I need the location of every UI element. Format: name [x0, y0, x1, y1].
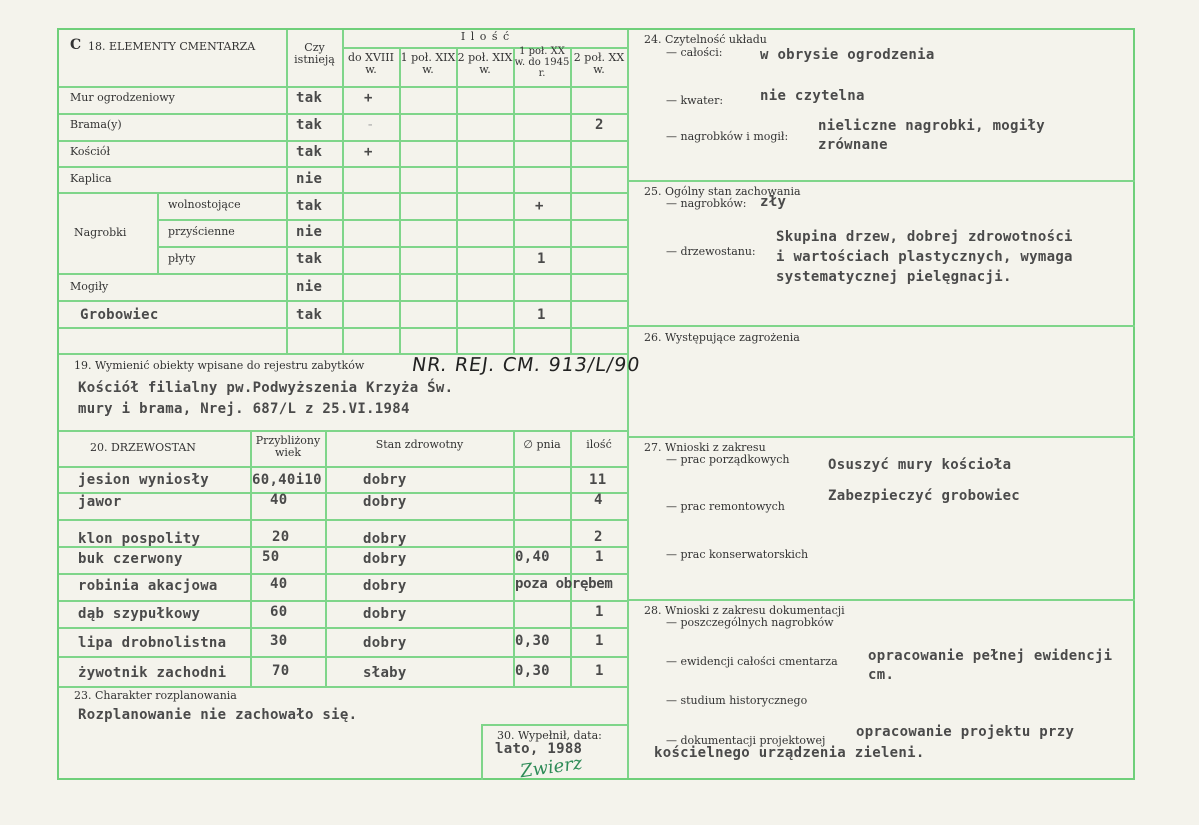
s25-drzewostanu-1: Skupina drzew, dobrej zdrowotności: [776, 229, 1073, 245]
section-24-title: 24. Czytelność układu: [644, 33, 767, 46]
col-ilosc-drzew: ilość: [586, 438, 612, 451]
row-grobowiec-count: 1: [537, 307, 546, 323]
col-stan: Stan zdrowotny: [375, 438, 464, 451]
tree-count: 1: [595, 604, 604, 620]
section-27-title: 27. Wnioski z zakresu: [644, 441, 766, 454]
row-mur-mark: +: [364, 90, 373, 106]
row-plyty-exists: tak: [296, 251, 323, 267]
row-kaplica-label: Kaplica: [70, 172, 112, 185]
row-mogily-exists: nie: [296, 279, 323, 295]
col-pnia: ∅ pnia: [523, 438, 561, 451]
section-23-title: 23. Charakter rozplanowania: [74, 689, 237, 702]
col-1pol-xx: 1 poł. XX w. do 1945 r.: [514, 46, 570, 79]
tree-name: buk czerwony: [78, 551, 183, 567]
tree-count: 1: [595, 549, 604, 565]
section-28-title: 28. Wnioski z zakresu dokumentacji: [644, 604, 845, 617]
tree-state: dobry: [363, 578, 407, 594]
s24-calosci-label: — całości:: [666, 46, 723, 59]
s24-kwater-value: nie czytelna: [760, 88, 865, 104]
row-grobowiec-exists: tak: [296, 307, 323, 323]
tree-count: 2: [594, 529, 603, 545]
row-brama-exists: tak: [296, 117, 323, 133]
row-wolnostojace-exists: tak: [296, 198, 323, 214]
s24-nagrobkow-label: — nagrobków i mogił:: [666, 130, 789, 143]
tree-trunk: 0,30: [515, 633, 550, 649]
s27-kons-label: — prac konserwatorskich: [666, 548, 809, 561]
tree-state: dobry: [363, 494, 407, 510]
tree-name: lipa drobnolistna: [78, 635, 227, 651]
s24-nagrobkow-value-2: zrównane: [818, 137, 888, 153]
tree-count: 11: [589, 472, 607, 488]
s24-nagrobkow-value-1: nieliczne nagrobki, mogiły: [818, 118, 1045, 134]
tree-state: dobry: [363, 551, 407, 567]
section-30-title: 30. Wypełnił, data:: [497, 729, 602, 742]
row-grobowiec-label: Grobowiec: [80, 307, 159, 323]
s27-rem-label: — prac remontowych: [666, 500, 785, 513]
row-kaplica-exists: nie: [296, 171, 323, 187]
tree-name: dąb szypułkowy: [78, 606, 201, 622]
tree-trunk: 0,30: [515, 663, 550, 679]
tree-name: robinia akacjowa: [78, 578, 218, 594]
tree-age: 40: [270, 576, 288, 592]
row-plyty-label: płyty: [168, 252, 196, 265]
s24-kwater-label: — kwater:: [666, 94, 724, 107]
row-plyty-count: 1: [537, 251, 546, 267]
tree-trunk: 0,40: [515, 549, 550, 565]
tree-count: 1: [595, 663, 604, 679]
s28-c-label: — studium historycznego: [666, 694, 808, 707]
s24-calosci-value: w obrysie ogrodzenia: [760, 47, 935, 63]
row-brama-label: Brama(y): [70, 118, 122, 131]
s25-drzewostanu-3: systematycznej pielęgnacji.: [776, 269, 1012, 285]
s28-d-value-2: kościelnego urządzenia zieleni.: [654, 745, 925, 761]
s25-drzewostanu-2: i wartościach plastycznych, wymaga: [776, 249, 1073, 265]
row-kosciol-label: Kościół: [70, 145, 111, 158]
tree-age: 60: [270, 604, 288, 620]
filled-date: lato, 1988: [495, 741, 583, 757]
s28-b-label: — ewidencji całości cmentarza: [666, 655, 838, 668]
row-mur-exists: tak: [296, 90, 323, 106]
row-przyscienne-label: przyścienne: [168, 225, 235, 238]
row-mogily-label: Mogiły: [70, 280, 109, 293]
row-kosciol-mark: +: [364, 144, 373, 160]
s28-b-value-1: opracowanie pełnej ewidencji: [868, 648, 1113, 664]
section-18-title: 18. ELEMENTY CMENTARZA: [88, 40, 256, 53]
s25-nagrobkow-value: zły: [760, 194, 787, 210]
col-do-xviii: do XVIII w.: [348, 51, 394, 76]
section-23-value: Rozplanowanie nie zachowało się.: [78, 707, 358, 723]
section-19-title: 19. Wymienić obiekty wpisane do rejestru zabytków: [74, 359, 365, 372]
s28-b-value-2: cm.: [868, 667, 895, 683]
tree-trunk: poza obrębem: [515, 576, 613, 592]
s27-rem-value: Zabezpieczyć grobowiec: [828, 488, 1021, 504]
col-1pol-xix: 1 poł. XIX w.: [400, 51, 456, 76]
tree-age: 60,40i10: [252, 472, 322, 488]
tree-age: 50: [262, 549, 280, 565]
s25-drzewostanu-label: — drzewostanu:: [666, 245, 756, 258]
row-kosciol-exists: tak: [296, 144, 323, 160]
section-20-title: 20. DRZEWOSTAN: [90, 441, 196, 454]
col-wiek: Przybliżony wiek: [255, 434, 321, 459]
s27-porz-value: Osuszyć mury kościoła: [828, 457, 1012, 473]
row-nagrobki-label: Nagrobki: [74, 226, 127, 239]
col-2pol-xix: 2 poł. XIX w.: [457, 51, 513, 76]
row-przyscienne-exists: nie: [296, 224, 323, 240]
tree-state: dobry: [363, 472, 407, 488]
section-26-title: 26. Występujące zagrożenia: [644, 331, 800, 344]
section-19-line1: Kościół filialny pw.Podwyższenia Krzyża Św.: [78, 380, 454, 396]
tree-state: dobry: [363, 531, 407, 547]
tree-count: 4: [594, 492, 603, 508]
section-c-marker: C: [70, 37, 82, 53]
col-czy-istnieja: Czy istnieją: [294, 41, 335, 66]
row-mur-label: Mur ogrodzeniowy: [70, 91, 175, 104]
col-ilosc: I l o ś ć: [460, 30, 511, 43]
register-number-handwritten: NR. REJ. CM. 913/L/90: [410, 354, 642, 376]
section-19-line2: mury i brama, Nrej. 687/L z 25.VI.1984: [78, 401, 410, 417]
row-wolnostojace-mark: +: [535, 198, 544, 214]
s25-nagrobkow-label: — nagrobków:: [666, 197, 747, 210]
tree-age: 70: [272, 663, 290, 679]
tree-name: żywotnik zachodni: [78, 665, 227, 681]
tree-count: 1: [595, 633, 604, 649]
s28-d-value-1: opracowanie projektu przy: [856, 724, 1075, 740]
tree-age: 20: [272, 529, 290, 545]
col-2pol-xx: 2 poł. XX w.: [573, 51, 625, 76]
tree-state: dobry: [363, 606, 407, 622]
row-brama-count: 2: [595, 117, 604, 133]
tree-state: słaby: [363, 665, 407, 681]
row-brama-dash: -: [366, 117, 375, 133]
tree-age: 30: [270, 633, 288, 649]
s27-porz-label: — prac porządkowych: [666, 453, 790, 466]
s28-d-label: — dokumentacji projektowej: [666, 734, 826, 747]
row-wolnostojace-label: wolnostojące: [168, 198, 241, 211]
tree-name: jesion wyniosły: [78, 472, 209, 488]
tree-name: klon pospolity: [78, 531, 201, 547]
tree-state: dobry: [363, 635, 407, 651]
signature: Zwierz: [518, 752, 584, 783]
s28-a-label: — poszczególnych nagrobków: [666, 616, 834, 629]
tree-name: jawor: [78, 494, 122, 510]
tree-age: 40: [270, 492, 288, 508]
section-25-title: 25. Ogólny stan zachowania: [644, 185, 801, 198]
